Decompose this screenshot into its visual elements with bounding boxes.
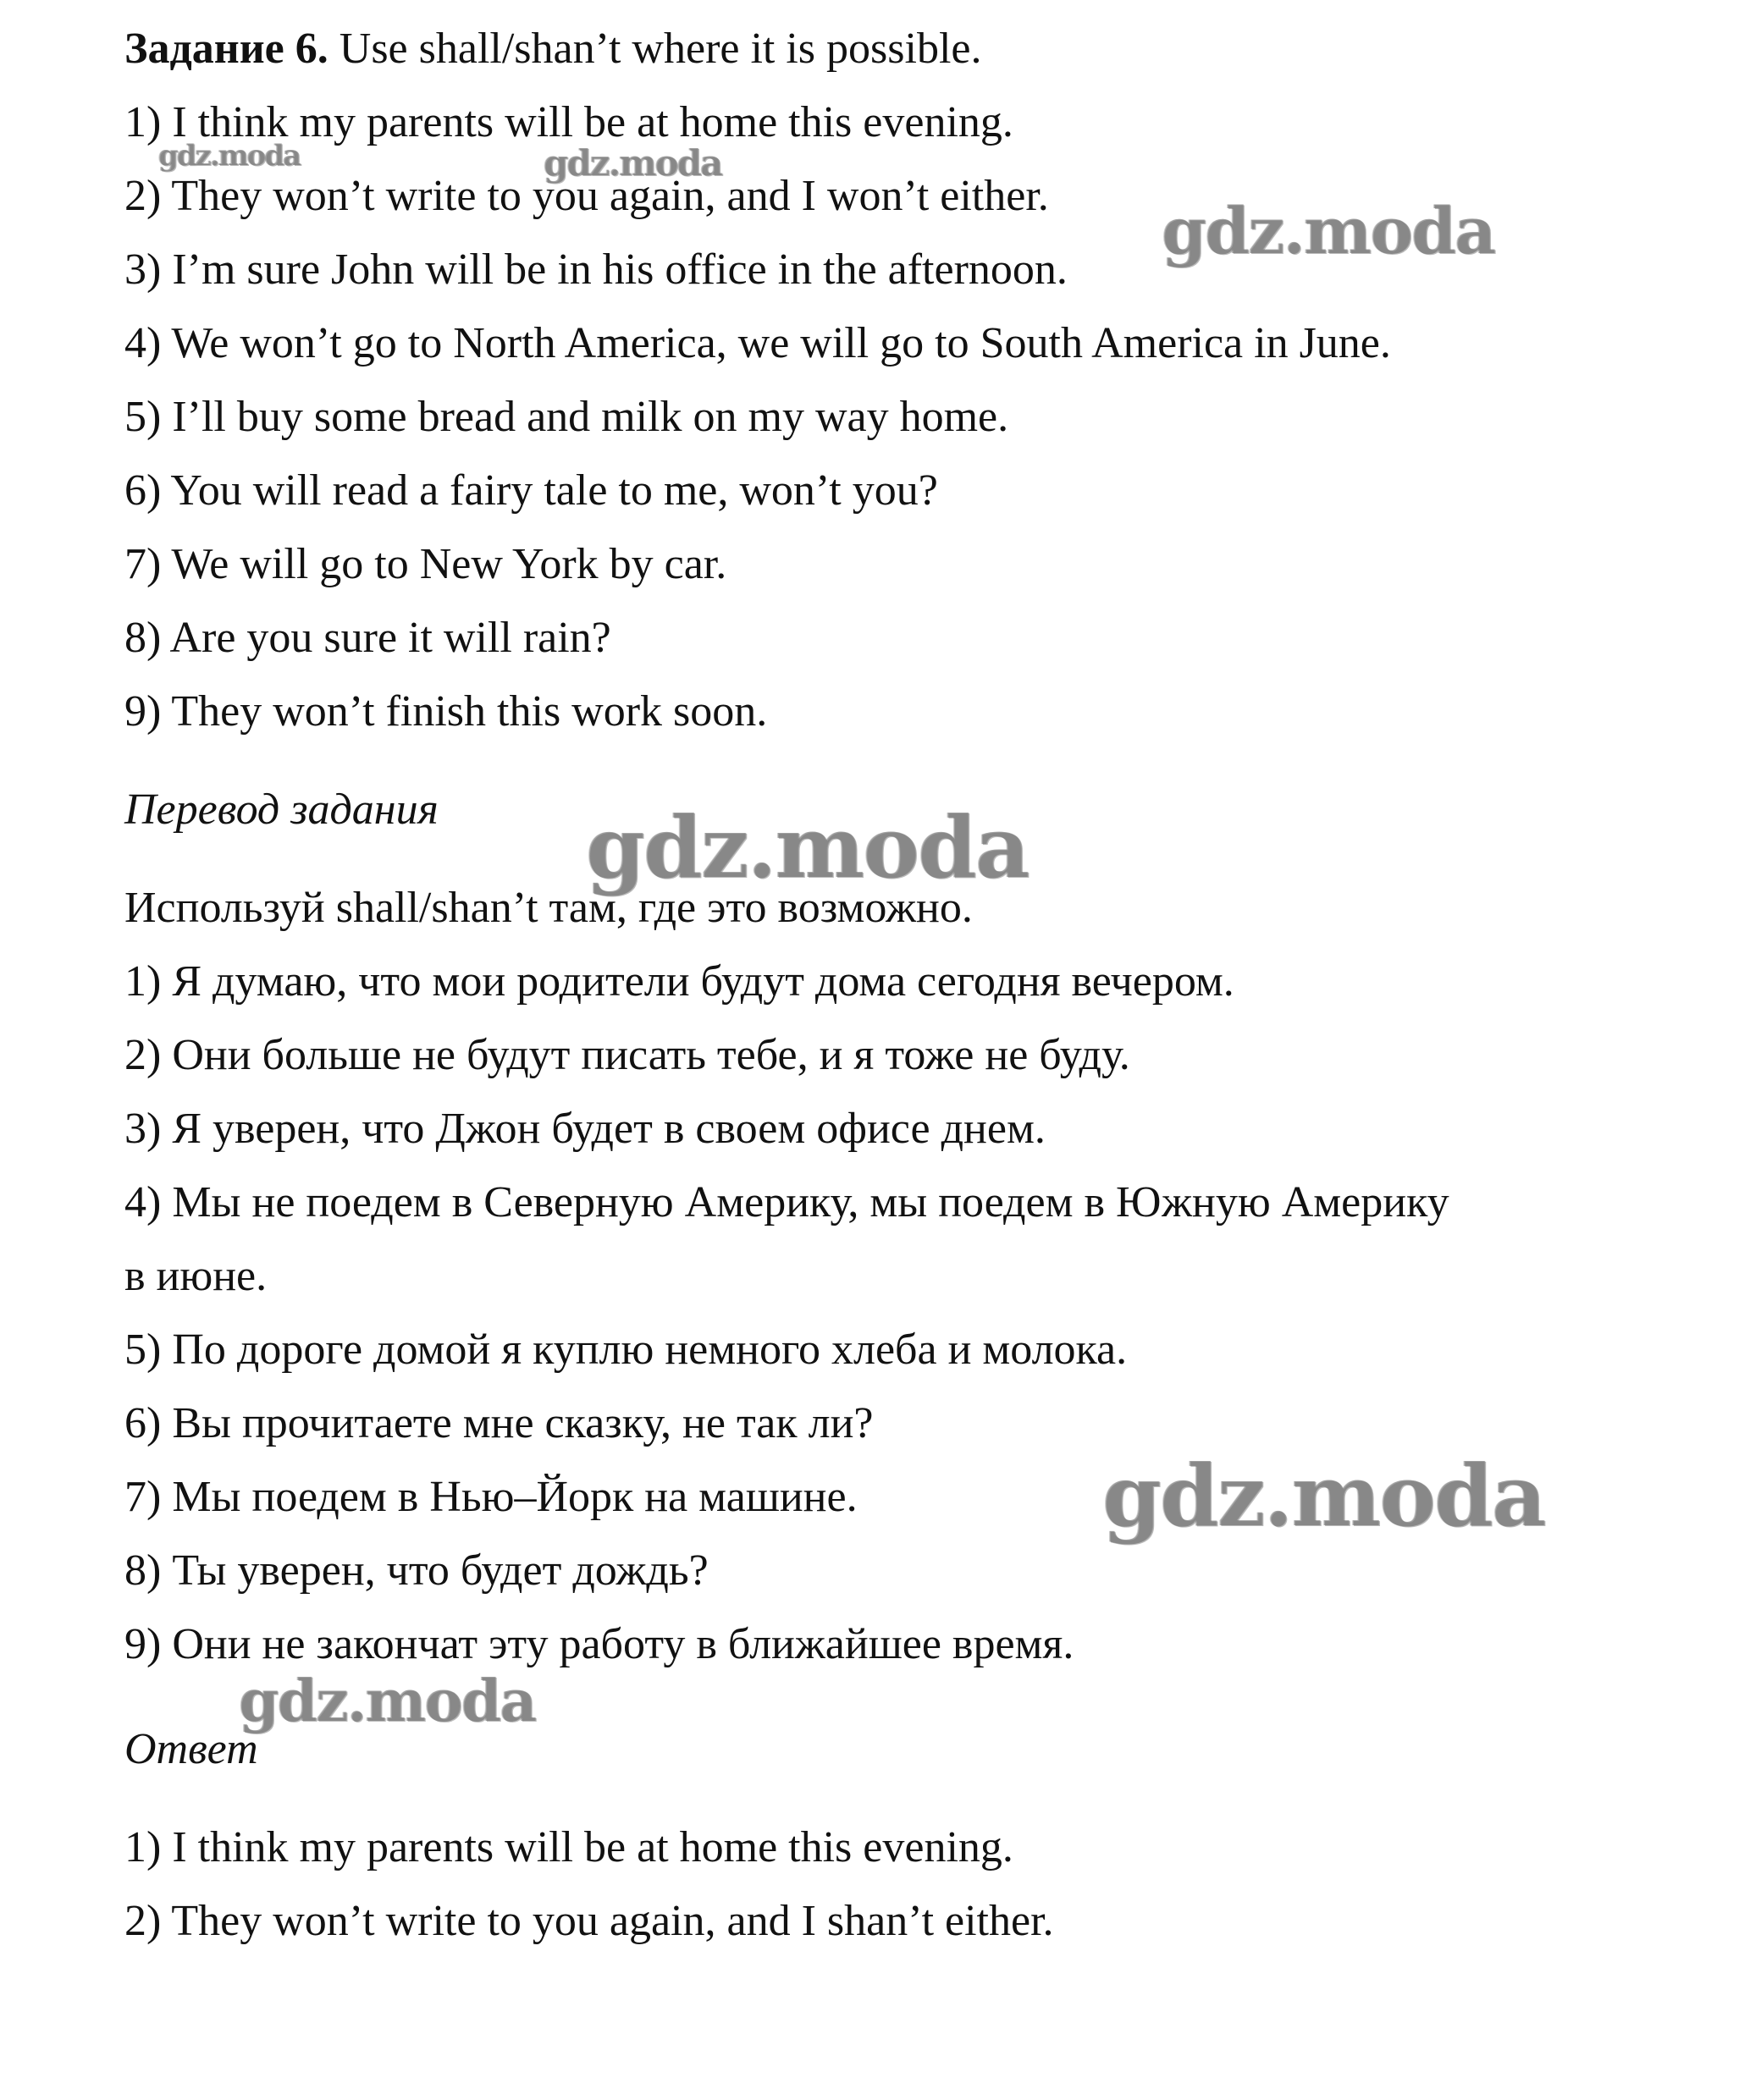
translation-item: 7) Мы поедем в Нью–Йорк на машине. [124, 1473, 858, 1521]
task-instruction: Use shall/shan’t where it is possible. [339, 25, 982, 73]
task-item: 9) They won’t finish this work soon. [124, 687, 768, 736]
task-item: 7) We will go to New York by car. [124, 540, 727, 588]
watermark: gdz.moda [1102, 1446, 1545, 1546]
task-label: Задание 6. [124, 25, 328, 73]
task-item: 6) You will read a fairy tale to me, won’t you? [124, 466, 938, 515]
translation-item: 1) Я думаю, что мои родители будут дома сегодня вечером. [124, 957, 1234, 1006]
translation-item: 4) Мы не поедем в Северную Америку, мы поедем в Южную Америку [124, 1178, 1449, 1226]
translation-item: 2) Они больше не будут писать тебе, и я тоже не буду. [124, 1031, 1130, 1079]
translation-item: 6) Вы прочитаете мне сказку, не так ли? [124, 1399, 874, 1447]
translation-item: 8) Ты уверен, что будет дождь? [124, 1546, 709, 1595]
translation-heading: Перевод задания [124, 785, 439, 834]
translation-item: 5) По дороге домой я куплю немного хлеба и молока. [124, 1326, 1128, 1374]
task-item: 2) They won’t write to you again, and I won’t either. [124, 172, 1049, 220]
translation-item: 9) Они не закончат эту работу в ближайшее время. [124, 1620, 1074, 1668]
watermark: gdz.moda [158, 139, 301, 173]
watermark: gdz.moda [239, 1667, 536, 1735]
translation-instruction: Используй shall/shan’t там, где это возможно. [124, 884, 973, 932]
translation-item: в июне. [124, 1252, 268, 1300]
watermark: gdz.moda [1162, 193, 1495, 268]
task-item: 4) We won’t go to North America, we will go to South America in June. [124, 319, 1391, 367]
answer-item: 1) I think my parents will be at home this evening. [124, 1823, 1013, 1871]
translation-item: 3) Я уверен, что Джон будет в своем офисе днем. [124, 1105, 1046, 1153]
watermark: gdz.moda [544, 142, 722, 184]
answer-item: 2) They won’t write to you again, and I shan’t either. [124, 1897, 1054, 1945]
task-heading [124, 24, 982, 74]
answer-heading: Ответ [124, 1725, 258, 1773]
task-item: 5) I’ll buy some bread and milk on my way home. [124, 393, 1009, 441]
task-item: 8) Are you sure it will rain? [124, 614, 611, 662]
task-item: 1) I think my parents will be at home this evening. [124, 98, 1013, 146]
watermark: gdz.moda [586, 797, 1029, 897]
task-item: 3) I’m sure John will be in his office in the afternoon. [124, 245, 1068, 294]
